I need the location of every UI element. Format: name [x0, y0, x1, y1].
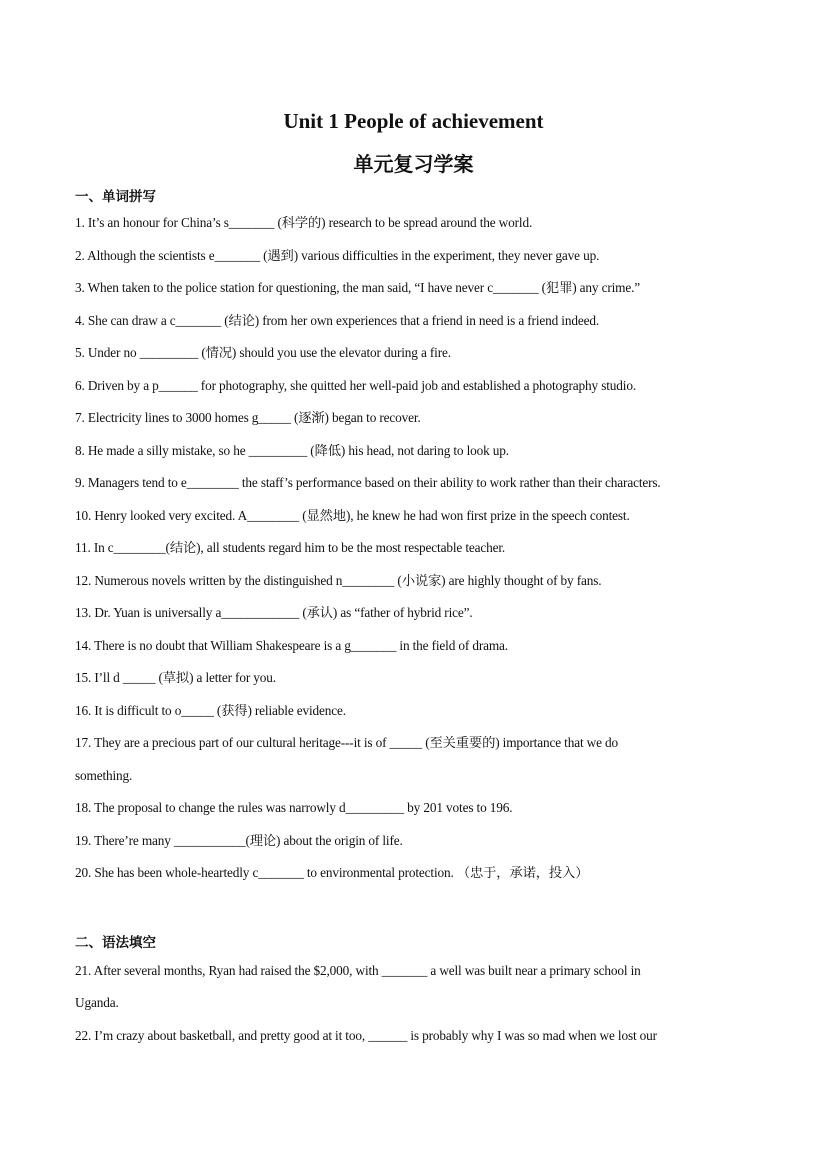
question-7: 7. Electricity lines to 3000 homes g_____ (逐渐) began to recover.: [75, 410, 421, 425]
question-15: 15. I’ll d _____ (草拟) a letter for you.: [75, 670, 276, 685]
question-21-continued: Uganda.: [75, 995, 119, 1010]
question-20: 20. She has been whole-heartedly c_______ to environmental protection. （忠于，承诺，投入）: [75, 865, 589, 880]
question-10: 10. Henry looked very excited. A________ (显然地), he knew he had won first prize in the speech contest.: [75, 508, 630, 523]
page-subtitle: 单元复习学案: [353, 152, 474, 176]
question-13: 13. Dr. Yuan is universally a____________ (承认) as “father of hybrid rice”.: [75, 605, 473, 620]
question-11: 11. In c________(结论), all students regard him to be the most respectable teacher.: [75, 540, 506, 555]
question-14: 14. There is no doubt that William Shakespeare is a g_______ in the field of drama.: [75, 638, 508, 653]
question-4: 4. She can draw a c_______ (结论) from her own experiences that a friend in need is a friend indeed.: [75, 313, 599, 328]
question-12: 12. Numerous novels written by the distinguished n________ (小说家) are highly thought of by fans.: [75, 573, 602, 588]
question-8: 8. He made a silly mistake, so he _________ (降低) his head, not daring to look up.: [75, 443, 509, 458]
question-18: 18. The proposal to change the rules was narrowly d_________ by 201 votes to 196.: [75, 800, 513, 815]
question-17-continued: something.: [75, 768, 133, 783]
question-1: 1. It’s an honour for China’s s_______ (科学的) research to be spread around the world.: [75, 215, 533, 230]
question-6: 6. Driven by a p______ for photography, she quitted her well-paid job and established a photography studio.: [75, 378, 637, 393]
section-heading-grammar: 二、语法填空: [75, 935, 156, 951]
question-5: 5. Under no _________ (情况) should you use the elevator during a fire.: [75, 345, 451, 360]
section-heading-spelling: 一、单词拼写: [75, 189, 156, 205]
question-21: 21. After several months, Ryan had raised the $2,000, with _______ a well was built near a primary school in: [75, 963, 641, 978]
question-3: 3. When taken to the police station for questioning, the man said, “I have never c_______ (犯罪) any crime.”: [75, 280, 641, 295]
question-16: 16. It is difficult to o_____ (获得) reliable evidence.: [75, 703, 346, 718]
question-17: 17. They are a precious part of our cultural heritage---it is of _____ (至关重要的) importance that we do: [75, 735, 619, 750]
question-2: 2. Although the scientists e_______ (遇到) various difficulties in the experiment, they never gave up.: [75, 248, 600, 263]
page-title: Unit 1 People of achievement: [283, 109, 544, 133]
question-9: 9. Managers tend to e________ the staff’s performance based on their ability to work rather than their characters.: [75, 475, 661, 490]
question-22: 22. I’m crazy about basketball, and pretty good at it too, ______ is probably why I was so mad when we lost our: [75, 1028, 657, 1043]
question-19: 19. There’re many ___________(理论) about the origin of life.: [75, 833, 403, 848]
